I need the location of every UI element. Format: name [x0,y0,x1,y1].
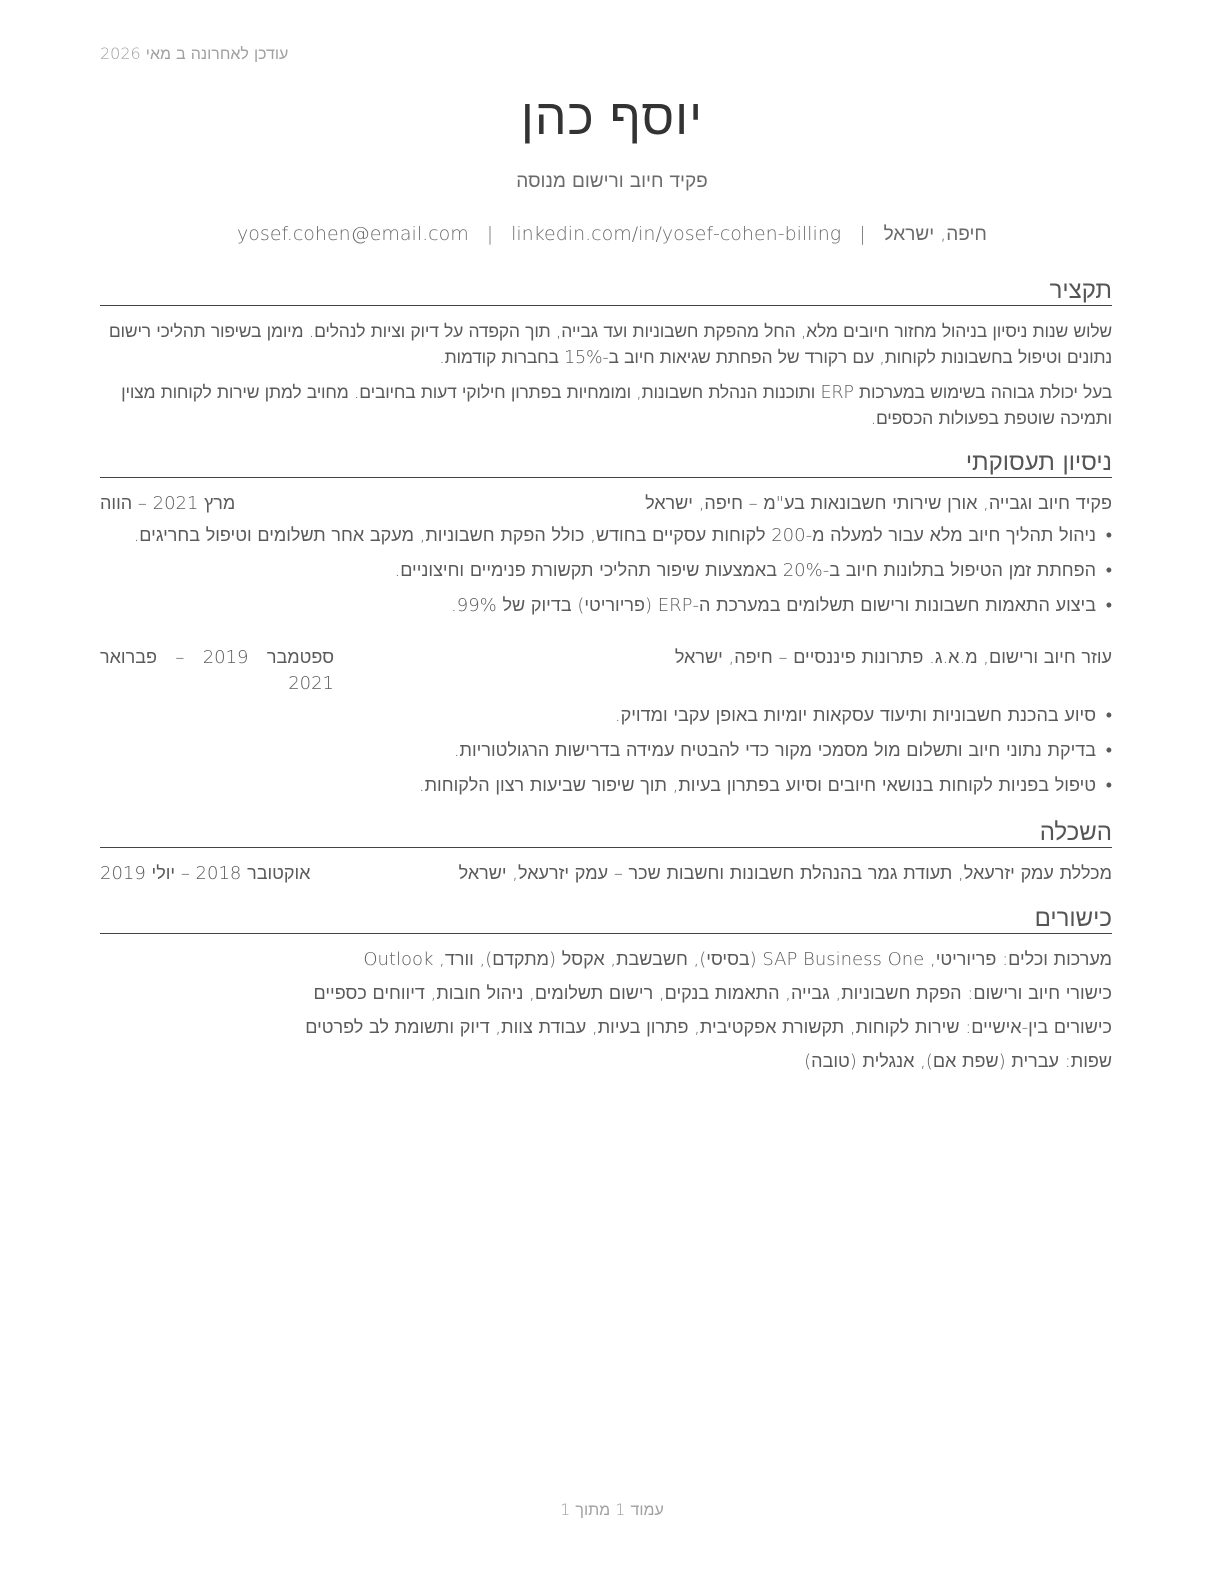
education-heading: השכלה [100,818,1112,848]
page-number: עמוד 1 מתוך 1 [560,1500,664,1519]
education-dates: אוקטובר 2018 – יולי 2019 [100,863,311,884]
list-item: • הפחתת זמן הטיפול בתלונות חיוב ב-20% באמצעות שיפור תהליכי תקשורת פנימיים וחיצוניים. [100,558,1112,593]
job-1-bullets [100,523,1112,628]
skills-line-interpersonal: כישורים בין-אישיים: שירות לקוחות, תקשורת אפקטיבית, פתרון בעיות, עבודת צוות, דיוק ותשומת לב לפרטים [305,1017,1112,1038]
contact-email[interactable]: yosef.cohen@email.com [237,223,469,245]
job-title: פקיד חיוב וגבייה, אורן שירותי חשבונאות בע"מ – חיפה, ישראל [645,493,1112,514]
contact-separator: | [486,223,494,245]
job-2-bullets [100,703,1112,808]
candidate-name: יוסף כהן [520,89,704,145]
experience-heading: ניסיון תעסוקתי [100,448,1112,478]
skills-line-billing: כישורי חיוב ורישום: הפקת חשבוניות, גבייה, התאמות בנקים, רישום תשלומים, ניהול חובות, דיווחים כספיים [313,983,1112,1004]
contact-line [0,223,1224,246]
candidate-title: פקיד חיוב ורישום מנוסה [516,170,708,192]
list-item: • טיפול בפניות לקוחות בנושאי חיובים וסיוע בפתרון בעיות, תוך שיפור שביעות רצון הלקוחות. [100,773,1112,808]
last-updated: עודכן לאחרונה ב מאי 2026 [100,44,289,63]
skills-line-tools: מערכות וכלים: פריוריטי, SAP Business One (בסיסי), חשבשבת, אקסל (מתקדם), וורד, Outlook [363,949,1112,970]
contact-location: חיפה, ישראל [883,223,987,245]
list-item: • ביצוע התאמות חשבונות ורישום תשלומים במערכת ה-ERP (פריוריטי) בדיוק של 99%. [100,593,1112,628]
summary-paragraph-2: בעל יכולת גבוהה בשימוש במערכות ERP ותוכנות הנהלת חשבונות, ומומחיות בפתרון חילוקי דעות בחיובים. מחויב למתן שירות לקוחות מצוין ותמיכה שוטפת בפעולות הכספים. [121,383,1112,429]
summary-paragraph-1: שלוש שנות ניסיון בניהול מחזור חיובים מלא, החל מהפקת חשבוניות ועד גבייה, תוך הקפדה על דיוק וציות לנהלים. מיומן בשיפור תהליכי רישום נתונים וטיפול בחשבונות לקוחות, עם רקורד של הפחתת שגיאות חיוב ב-15% בחברות קודמות. [108,322,1112,368]
job-title: עוזר חיוב ורישום, מ.א.ג. פתרונות פיננסיים – חיפה, ישראל [674,647,1112,668]
contact-separator: | [859,223,866,245]
job-dates: ספטמבר 2019 – פברואר 2021 [100,647,334,694]
list-item: • בדיקת נתוני חיוב ותשלום מול מסמכי מקור כדי להבטיח עמידה בדרישות הרגולטוריות. [100,738,1112,773]
list-item: • סיוע בהכנת חשבוניות ותיעוד עסקאות יומיות באופן עקבי ומדויק. [100,703,1112,738]
list-item: • ניהול תהליך חיוב מלא עבור למעלה מ-200 לקוחות עסקיים בחודש, כולל הפקת חשבוניות, מעקב אחר תשלומים וטיפול בחריגים. [100,523,1112,558]
contact-linkedin[interactable]: linkedin.com/in/yosef-cohen-billing [511,223,842,245]
skills-heading: כישורים [100,904,1112,934]
skills-line-languages: שפות: עברית (שפת אם), אנגלית (טובה) [804,1051,1112,1072]
skills-list [100,947,1112,1083]
job-dates: מרץ 2021 – הווה [100,493,236,514]
education-institution: מכללת עמק יזרעאל, תעודת גמר בהנהלת חשבונות וחשבות שכר – עמק יזרעאל, ישראל [458,863,1112,884]
summary-heading: תקציר [100,276,1112,306]
